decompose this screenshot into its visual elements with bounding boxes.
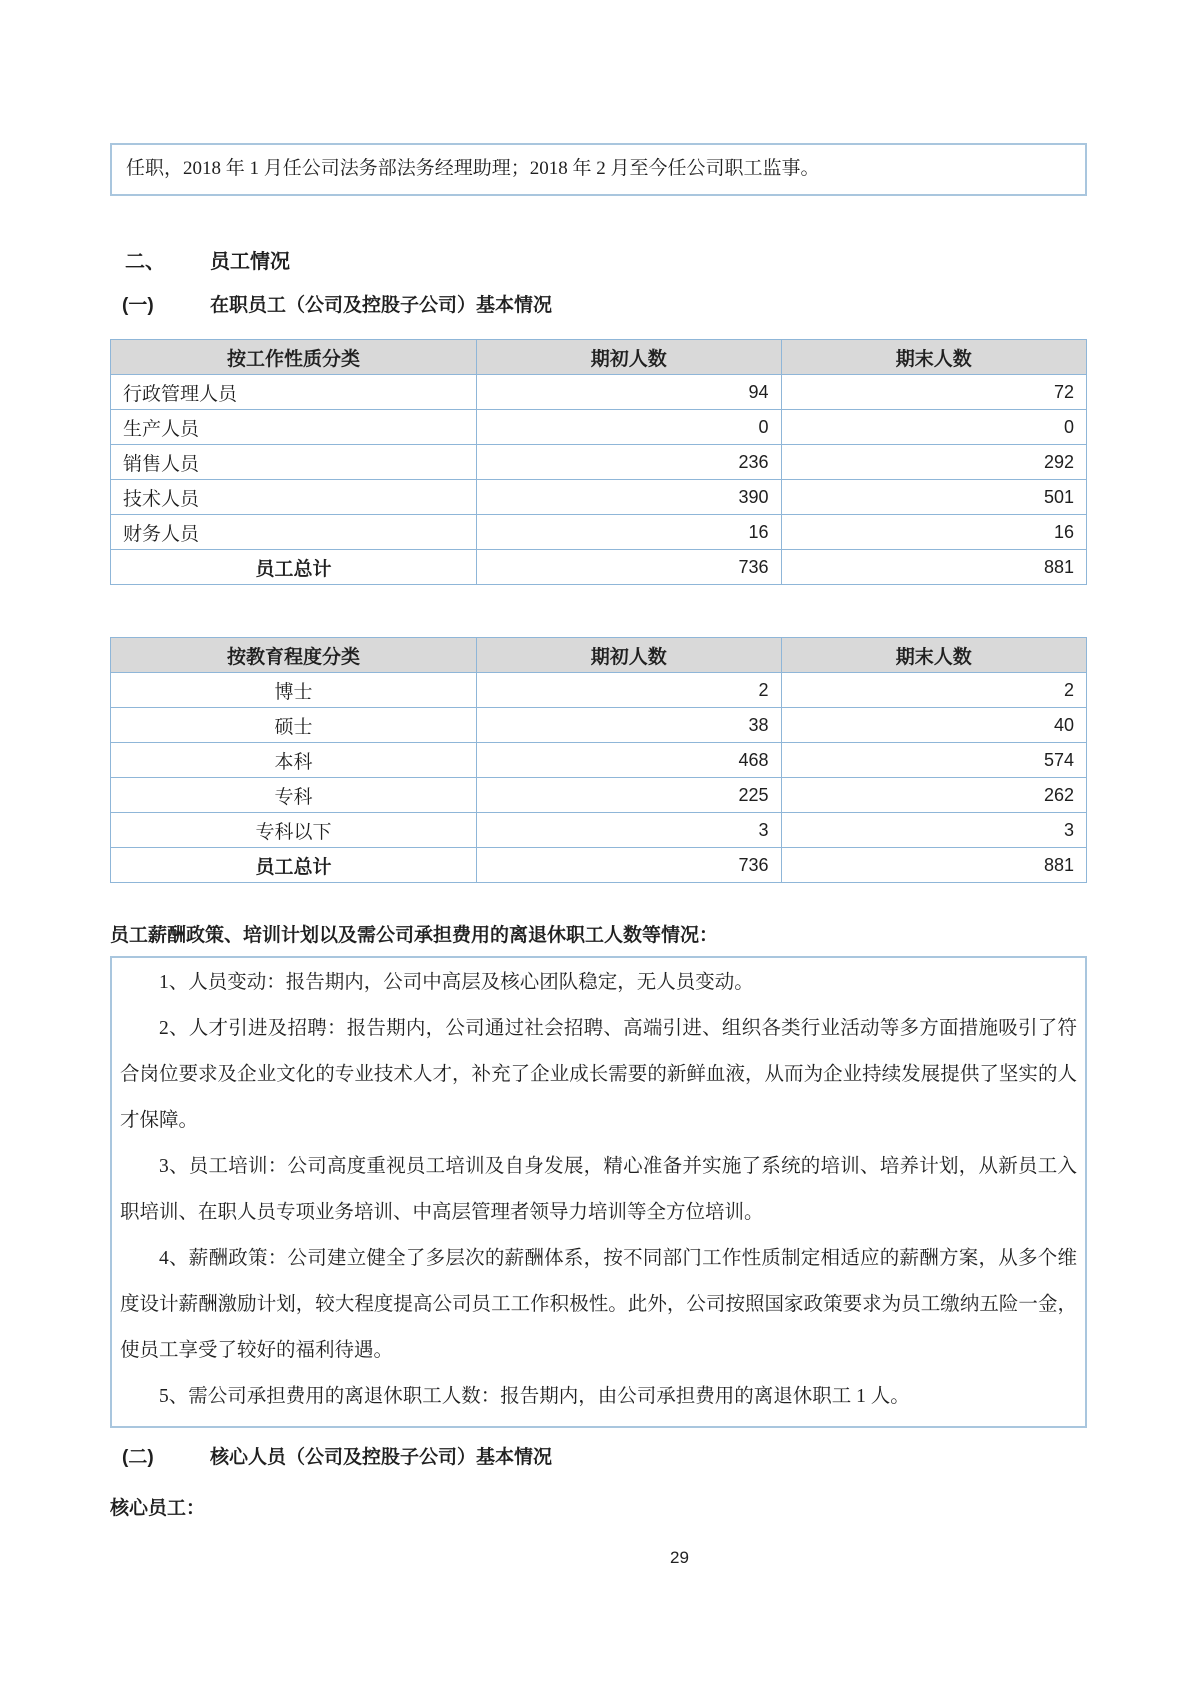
subsection-number: (一) — [122, 295, 154, 316]
table-row — [111, 410, 1087, 445]
carryover-text-box — [110, 143, 1087, 196]
subsection-number: (二) — [122, 1447, 154, 1468]
cell-value: 16 — [781, 515, 1087, 550]
cell-value: 225 — [477, 778, 782, 813]
section-number: 二、 — [125, 251, 165, 273]
table-row — [111, 515, 1087, 550]
cell-value: 0 — [477, 410, 782, 445]
column-header: 期末人数 — [781, 340, 1087, 375]
table-row — [111, 708, 1087, 743]
page-content — [110, 0, 1087, 1522]
table-row — [111, 743, 1087, 778]
table-row — [111, 778, 1087, 813]
page-number: 29 — [670, 1548, 689, 1567]
cell-value: 72 — [781, 375, 1087, 410]
cell-value: 390 — [477, 480, 782, 515]
table-total-row — [111, 550, 1087, 585]
table-employees-by-job-nature — [110, 339, 1087, 585]
row-label: 本科 — [111, 743, 477, 778]
policy-paragraph: 4、薪酬政策：公司建立健全了多层次的薪酬体系，按不同部门工作性质制定相适应的薪酬方案，从多个维度设计薪酬激励计划，较大程度提高公司员工工作积极性。此外，公司按照国家政策要求为员工缴纳五险一金，使员工享受了较好的福利待遇。 — [120, 1248, 1077, 1361]
cell-value: 236 — [477, 445, 782, 480]
cell-value: 3 — [477, 813, 782, 848]
policy-paragraph: 3、员工培训：公司高度重视员工培训及自身发展，精心准备并实施了系统的培训、培养计划，从新员工入职培训、在职人员专项业务培训、中高层管理者领导力培训等全方位培训。 — [120, 1156, 1077, 1223]
table-employees-by-education — [110, 637, 1087, 883]
cell-value: 262 — [781, 778, 1087, 813]
row-label: 生产人员 — [111, 410, 477, 445]
column-header: 期初人数 — [477, 638, 782, 673]
policy-paragraph: 1、人员变动：报告期内，公司中高层及核心团队稳定，无人员变动。 — [159, 972, 754, 993]
column-header: 按工作性质分类 — [111, 340, 477, 375]
policy-paragraph: 5、需公司承担费用的离退休职工人数：报告期内，由公司承担费用的离退休职工 1 人。 — [159, 1386, 910, 1407]
cell-value: 2 — [781, 673, 1087, 708]
row-label: 员工总计 — [111, 550, 477, 585]
cell-value: 94 — [477, 375, 782, 410]
policy-text-box — [110, 956, 1087, 1428]
row-label: 行政管理人员 — [111, 375, 477, 410]
table-row — [111, 480, 1087, 515]
column-header: 期末人数 — [781, 638, 1087, 673]
subsection-heading-active-employees — [122, 292, 1087, 319]
cell-value: 0 — [781, 410, 1087, 445]
policy-paragraph: 2、人才引进及招聘：报告期内，公司通过社会招聘、高端引进、组织各类行业活动等多方面措施吸引了符合岗位要求及企业文化的专业技术人才，补充了企业成长需要的新鲜血液，从而为企业持续发展提供了坚实的人才保障。 — [120, 1018, 1077, 1131]
row-label: 专科 — [111, 778, 477, 813]
column-header: 期初人数 — [477, 340, 782, 375]
subsection-title: 核心人员（公司及控股子公司）基本情况 — [210, 1447, 553, 1468]
row-label: 技术人员 — [111, 480, 477, 515]
cell-value: 574 — [781, 743, 1087, 778]
core-staff-label: 核心员工： — [110, 1498, 206, 1519]
policy-heading: 员工薪酬政策、培训计划以及需公司承担费用的离退休职工人数等情况： — [110, 925, 719, 946]
cell-value: 38 — [477, 708, 782, 743]
row-label: 专科以下 — [111, 813, 477, 848]
cell-value: 3 — [781, 813, 1087, 848]
cell-value: 736 — [477, 848, 782, 883]
cell-value: 292 — [781, 445, 1087, 480]
row-label: 员工总计 — [111, 848, 477, 883]
table-row — [111, 673, 1087, 708]
table-row — [111, 813, 1087, 848]
cell-value: 881 — [781, 848, 1087, 883]
cell-value: 736 — [477, 550, 782, 585]
table-row — [111, 375, 1087, 410]
subsection-heading-core-staff — [122, 1444, 1087, 1471]
section-heading-employees — [125, 248, 1087, 276]
row-label: 博士 — [111, 673, 477, 708]
cell-value: 468 — [477, 743, 782, 778]
cell-value: 40 — [781, 708, 1087, 743]
cell-value: 881 — [781, 550, 1087, 585]
carryover-text: 任职，2018 年 1 月任公司法务部法务经理助理；2018 年 2 月至今任公司职工监事。 — [126, 158, 820, 179]
cell-value: 2 — [477, 673, 782, 708]
cell-value: 501 — [781, 480, 1087, 515]
table-row — [111, 445, 1087, 480]
row-label: 销售人员 — [111, 445, 477, 480]
section-title: 员工情况 — [210, 251, 290, 273]
column-header: 按教育程度分类 — [111, 638, 477, 673]
row-label: 财务人员 — [111, 515, 477, 550]
table-total-row — [111, 848, 1087, 883]
cell-value: 16 — [477, 515, 782, 550]
subsection-title: 在职员工（公司及控股子公司）基本情况 — [210, 295, 553, 316]
row-label: 硕士 — [111, 708, 477, 743]
